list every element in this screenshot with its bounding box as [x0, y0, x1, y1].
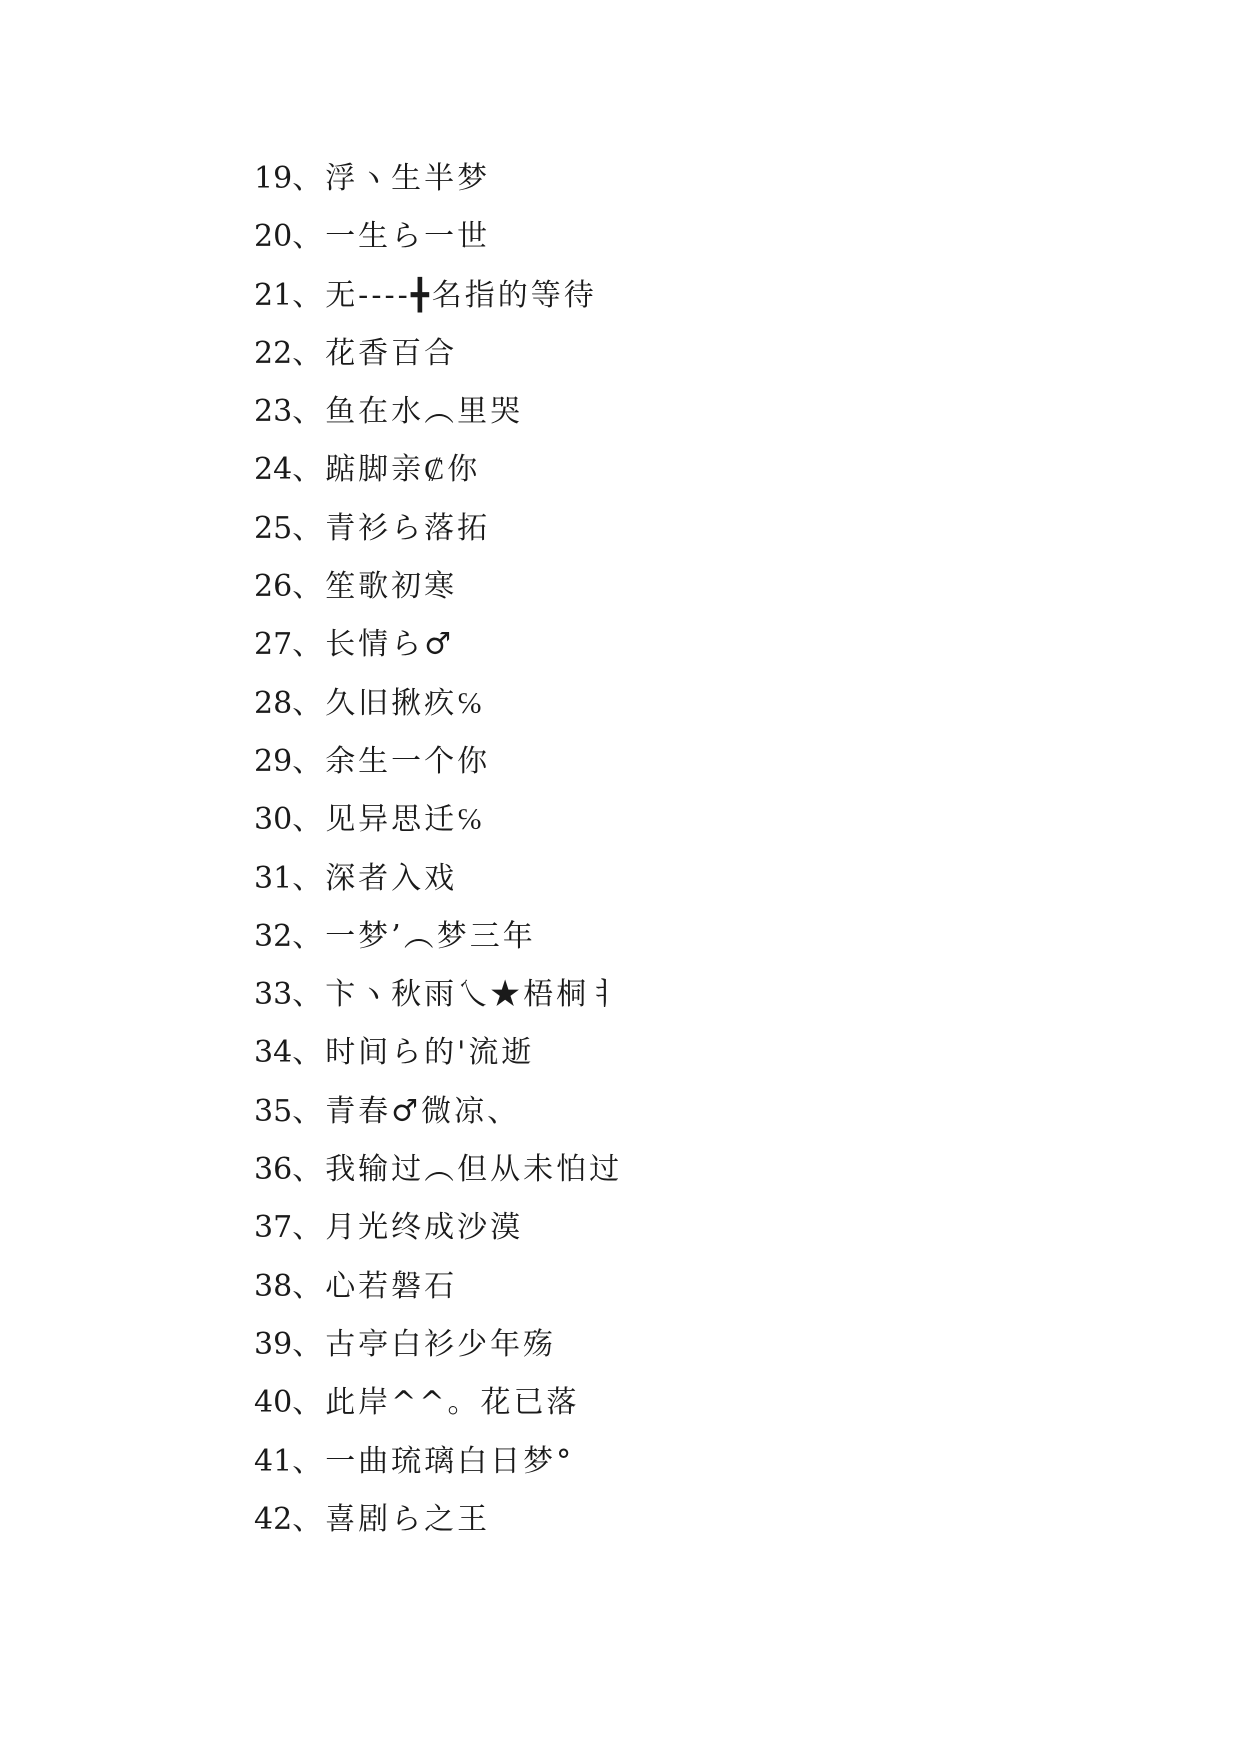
- list-item-number: 24: [254, 452, 293, 488]
- list-item-number: 27: [254, 627, 293, 663]
- list-item: [254, 801, 622, 859]
- list-item-number: 35: [254, 1093, 293, 1129]
- list-item-separator: 、: [292, 1093, 326, 1129]
- list-item-number: 23: [254, 394, 293, 430]
- list-item-text: 心若磐石: [325, 1268, 458, 1304]
- list-item-text: 一曲琉璃白日梦°: [325, 1443, 575, 1479]
- list-item-separator: 、: [292, 802, 326, 838]
- list-item: [254, 743, 622, 801]
- list-item-number: 26: [254, 569, 293, 605]
- list-item: [254, 685, 622, 743]
- list-item: [254, 218, 622, 276]
- list-item-text: 花香百合: [325, 335, 458, 371]
- list-item-separator: 、: [292, 277, 326, 313]
- list-item-text: 喜剧ら之王: [325, 1501, 491, 1537]
- list-item-separator: 、: [292, 219, 326, 255]
- list-item: [254, 1268, 622, 1326]
- list-item-number: 41: [254, 1443, 293, 1479]
- list-item-text: 一生ら一世: [325, 219, 491, 255]
- list-item: [254, 277, 622, 335]
- list-item-text: 笙歌初寒: [325, 569, 458, 605]
- list-item: [254, 860, 622, 918]
- list-item-separator: 、: [292, 1152, 326, 1188]
- list-item-separator: 、: [292, 918, 326, 954]
- list-item-text: 一梦’︵梦三年: [325, 918, 536, 954]
- list-item: [254, 918, 622, 976]
- numbered-name-list: [254, 160, 622, 1559]
- list-item-text: 青衫ら落拓: [325, 510, 491, 546]
- list-item-separator: 、: [292, 977, 326, 1013]
- list-item-number: 19: [254, 161, 293, 196]
- list-item-separator: 、: [292, 1501, 326, 1537]
- list-item-separator: 、: [292, 627, 326, 663]
- list-item-separator: 、: [292, 510, 326, 546]
- list-item-number: 32: [254, 918, 293, 954]
- list-item-separator: 、: [292, 161, 326, 196]
- list-item-separator: 、: [292, 394, 326, 430]
- list-item: [254, 335, 622, 393]
- list-item-number: 33: [254, 977, 293, 1013]
- list-item: [254, 1151, 622, 1209]
- list-item-number: 37: [254, 1210, 293, 1246]
- list-item-separator: 、: [292, 1385, 326, 1421]
- list-item-number: 31: [254, 860, 293, 896]
- list-item-separator: 、: [292, 1326, 326, 1362]
- list-item: [254, 976, 622, 1034]
- list-item-number: 28: [254, 685, 293, 721]
- list-item-separator: 、: [292, 860, 326, 896]
- list-item: [254, 1209, 622, 1267]
- list-item: [254, 1501, 622, 1559]
- list-item: [254, 1034, 622, 1092]
- list-item: [254, 1384, 622, 1442]
- list-item-separator: 、: [292, 452, 326, 488]
- list-item-number: 20: [254, 219, 293, 255]
- list-item: [254, 1443, 622, 1501]
- list-item-separator: 、: [292, 1443, 326, 1479]
- list-item-number: 21: [254, 277, 293, 313]
- list-item-separator: 、: [292, 335, 326, 371]
- list-item-text: 无----╋名指的等待: [325, 277, 597, 313]
- list-item-text: 久旧揪疚℅: [325, 685, 486, 721]
- list-item-separator: 、: [292, 569, 326, 605]
- list-item-text: 月光终成沙漠: [325, 1210, 524, 1246]
- list-item-text: 鱼在水︵里哭: [325, 394, 524, 430]
- list-item-separator: 、: [292, 1035, 326, 1071]
- list-item-text: 余生一个你: [325, 743, 491, 779]
- list-item-number: 34: [254, 1035, 293, 1071]
- list-item: [254, 393, 622, 451]
- list-item: [254, 626, 622, 684]
- list-item-number: 42: [254, 1501, 293, 1537]
- list-item-text: 见异思迁℅: [325, 802, 486, 838]
- list-item-number: 22: [254, 335, 293, 371]
- list-item-text: 浮ヽ生半梦: [325, 161, 491, 196]
- list-item: [254, 568, 622, 626]
- list-item-text: 长情ら♂: [325, 627, 455, 663]
- list-item: [254, 510, 622, 568]
- list-item-text: 此岸^^。花已落: [325, 1385, 580, 1421]
- list-item-number: 29: [254, 743, 293, 779]
- list-item-text: 时间ら的'流逝: [325, 1035, 535, 1071]
- list-item-number: 40: [254, 1385, 293, 1421]
- list-item-separator: 、: [292, 743, 326, 779]
- list-item-number: 38: [254, 1268, 293, 1304]
- list-item: [254, 1326, 622, 1384]
- list-item-text: 踮脚亲₡你: [325, 452, 481, 488]
- list-item-separator: 、: [292, 1210, 326, 1246]
- list-item-text: 青春♂微凉、: [325, 1093, 521, 1129]
- list-item-text: 我输过︵但从未怕过: [325, 1152, 623, 1188]
- list-item-separator: 、: [292, 685, 326, 721]
- list-item-number: 30: [254, 802, 293, 838]
- list-item-number: 25: [254, 510, 293, 546]
- list-item: [254, 160, 622, 218]
- list-item-text: 古亭白衫少年殇: [325, 1326, 557, 1362]
- list-item-text: 深者入戏: [325, 860, 458, 896]
- list-item: [254, 451, 622, 509]
- list-item-number: 36: [254, 1152, 293, 1188]
- list-item-separator: 、: [292, 1268, 326, 1304]
- list-item-text: 卞ヽ秋雨乀★梧桐ㅕ: [325, 977, 622, 1013]
- list-item-number: 39: [254, 1326, 293, 1362]
- list-item: [254, 1093, 622, 1151]
